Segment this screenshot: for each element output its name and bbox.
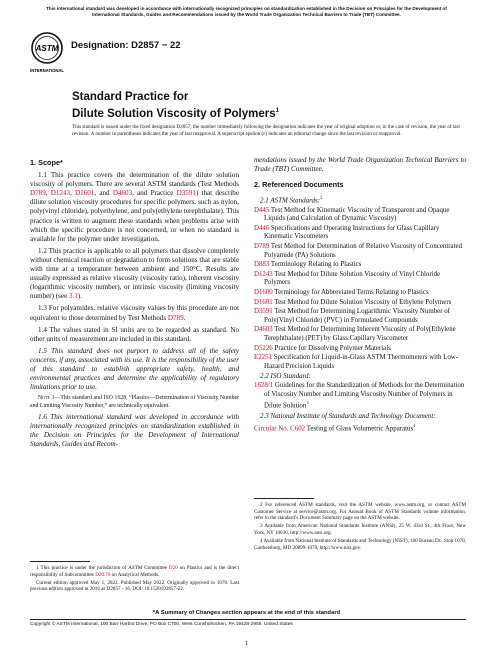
scope-heading: 1. Scope* xyxy=(30,158,63,167)
reference-item xyxy=(254,326,466,343)
page-number: 1 xyxy=(244,640,249,647)
footnote-mark: 4 xyxy=(413,423,416,429)
right-column xyxy=(254,156,466,435)
link-d20-70[interactable]: D20.70 xyxy=(95,571,111,578)
iso-ref xyxy=(254,382,466,411)
link-d1243[interactable]: D1243 xyxy=(50,189,71,198)
text: ). xyxy=(77,292,83,301)
reference-item xyxy=(254,243,466,260)
para-1-3 xyxy=(30,304,239,322)
reference-item xyxy=(254,207,466,224)
page-title xyxy=(72,90,452,121)
reference-item xyxy=(254,299,466,308)
reference-title: Test Method for Kinematic Viscosity of Transparent and Opaque Liquids (and Calculation of Dynamic Viscosity) xyxy=(264,206,450,223)
note-text: —This standard and ISO 1628, “Plastics—Determination of Viscosity Number and Limiting Viscosity Number,” are technically equivalent. xyxy=(30,395,239,409)
text: . xyxy=(183,313,186,322)
text: , and Practice xyxy=(132,189,177,198)
top-notice: This international standard was developed in accordance with internationally recognized principles on standardization established in the Decision on Principles for the Development of International Standards, Guides and Recommendations issued by the World Trade Organization Technical Barriers to Trade (TBT) Committee. xyxy=(46,6,447,17)
link-d20[interactable]: D20 xyxy=(168,565,178,571)
title-main: Dilute Solution Viscosity of Polymers xyxy=(72,107,276,120)
reference-title: Test Method for Determination of Relative Viscosity of Concentrated Polyamide (PA) Solutions xyxy=(264,242,463,259)
reference-item xyxy=(254,354,466,371)
iso-label xyxy=(254,372,466,381)
text: , xyxy=(45,189,51,198)
reference-title: Practice for Dissolving Polymer Materials xyxy=(272,344,391,352)
link-d789-2[interactable]: D789 xyxy=(167,313,184,322)
para-1-4: 1.4 The values stated in SI units are to be regarded as standard. No other units of measurement are included in this standard. xyxy=(30,325,239,343)
text: 1 This practice is under the jurisdiction of ASTM Committee xyxy=(36,565,169,571)
reference-code-link[interactable]: D446 xyxy=(254,224,270,232)
footnotes-left xyxy=(30,565,239,594)
reference-title: Specifications and Operating Instructions for Glass Capillary Kinematic Viscometers xyxy=(264,224,440,241)
reference-code-link[interactable]: D1600 xyxy=(254,288,273,296)
reference-title: Test Method for Determining Logarithmic Viscosity Number of Poly(Vinyl Chloride) (PVC) in Formulated Compounds xyxy=(264,308,450,324)
reference-item xyxy=(254,308,466,325)
reference-item xyxy=(254,225,466,242)
astm-logo-icon xyxy=(30,30,64,80)
link-d1601[interactable]: D1601 xyxy=(75,189,95,198)
reference-title: Test Method for Determining Inherent Viscosity of Poly(Ethylene Terephthalate) (PET) by Glass Capillary Viscometer xyxy=(264,326,456,342)
reference-code-link[interactable]: D789 xyxy=(254,242,270,250)
nist-label xyxy=(254,412,466,421)
reference-title: Test Method for Dilute Solution Viscosity of Ethylene Polymers xyxy=(272,298,452,306)
text: 2.3 National Institute of Standards and Technology Document: xyxy=(260,412,436,421)
link-section-3-1[interactable]: 3.1 xyxy=(69,292,78,301)
reference-title: Terminology for Abbreviated Terms Relating to Plastics xyxy=(272,288,429,296)
text: 2.2 ISO Standard: xyxy=(260,372,311,381)
title-line-2 xyxy=(72,104,452,121)
link-c602[interactable]: Circular No. C602 xyxy=(254,425,306,433)
reference-item xyxy=(254,345,466,354)
link-d789[interactable]: D789 xyxy=(30,189,46,198)
astm-standards-label xyxy=(254,193,466,205)
issued-note: This standard is issued under the fixed designation D2857; the number immediately following the designation indicates the year of original adoption or, in the case of revision, the year of last revision. A number in parentheses indicates the year of last reapproval. A superscript epsilon (ε) indicates an editorial change since the last revision or reapproval. xyxy=(72,124,460,137)
footnote-2: 2 For referenced ASTM standards, visit the ASTM website, www.astm.org, or contact ASTM Customer Service at service@astm.org. For Annual Book of ASTM Standards volume information, refer to the standard’s Document Summary page on the ASTM website. xyxy=(254,502,466,522)
reference-code-link[interactable]: D3591 xyxy=(254,308,273,316)
reference-list xyxy=(254,207,466,372)
left-column xyxy=(30,156,239,452)
text: Guidelines for the Standardization of Methods for the Determination of Viscosity Number and Limiting Viscosity Number of Polymers in Dilute Solution xyxy=(264,382,465,410)
footer-rule xyxy=(30,619,466,620)
reference-item xyxy=(254,271,466,288)
refs-heading: 2. Referenced Documents xyxy=(254,180,344,190)
reference-title: Specification for Liquid-in-Glass ASTM Thermometers with Low-Hazard Precision Liquids xyxy=(264,354,459,370)
text: , xyxy=(70,189,76,198)
para-1-2 xyxy=(30,247,239,302)
footnote-1-edition: Current edition approved May 1, 2022. Published May 2022. Originally approved in 1970. Last previous edition approved in 2016 as D2857 - 16. DOI: 10.1520/D2857-22. xyxy=(30,579,239,593)
note-label: Note 1 xyxy=(38,395,55,402)
reference-code-link[interactable]: E2251 xyxy=(254,354,272,362)
reference-code-link[interactable]: D1601 xyxy=(254,298,273,306)
summary-of-changes: *A Summary of Changes section appears at the end of this standard xyxy=(152,610,341,616)
para-1-5: 1.5 This standard does not purport to address all of the safety concerns, if any, associated with its use. It is the responsibility of the user of this standard to establish appropriate safety, health, and environmental practices and determine the applicability of regulatory limitations prior to use. xyxy=(30,346,239,392)
reference-code-link[interactable]: D445 xyxy=(254,206,270,214)
text: 2.1 ASTM Standards: xyxy=(260,196,321,205)
text: 1.3 For polyamides, relative viscosity values by this procedure are not equivalent to those determined by Test Methods xyxy=(30,304,239,322)
reference-title: Terminology Relating to Plastics xyxy=(269,261,362,269)
text: 1.1 This practice covers the determination of the dilute solution viscosity of polymers. There are several ASTM standards (Test Methods xyxy=(30,171,239,189)
footnotes-right xyxy=(254,502,466,553)
reference-code-link[interactable]: D5226 xyxy=(254,344,273,352)
text: Testing of Glass Volumetric Apparatus xyxy=(305,425,414,433)
text: 1.2 This practice is applicable to all polymers that dissolve completely without chemical reaction or degradation to form solutions that are stable with time at a temperature between ambient and 150°C. Results are usually expressed as relative viscosity (viscosity ratio), inherent viscosity (logarithmic viscosity number), or intrinsic viscosity (limiting viscosity number) (see xyxy=(30,246,239,301)
text: , and xyxy=(94,189,113,198)
copyright: Copyright © ASTM International, 100 Barr Harbor Drive, PO Box C700, West Conshohocken, PA 19428-2959. United States xyxy=(30,622,293,627)
footnote-rule-left xyxy=(30,561,90,562)
footnote-rule-right xyxy=(254,498,314,499)
designation: Designation: D2857 − 22 xyxy=(71,40,181,51)
text: ) that describe dilute solution viscosity procedures for specific polymers, such as nylon, poly(vinyl chloride), polyethylene, and poly(ethylene terephthalate). This practice is written to augment these standards when problems arise with which the specific procedure is not concerned, or when no standard is available for the polymer under investigation. xyxy=(30,189,239,243)
para-1-6-cont: mendations issued by the World Trade Organization Technical Barriers to Trade (TBT) Committee. xyxy=(254,156,466,174)
note-1 xyxy=(30,395,239,410)
svg-text:ASTM: ASTM xyxy=(35,44,59,53)
para-1-1 xyxy=(30,171,239,244)
reference-item xyxy=(254,261,466,270)
footnote-1 xyxy=(30,565,239,578)
text: on Analytical Methods. xyxy=(110,571,160,578)
footnote-mark: 2 xyxy=(320,195,323,201)
logo-text: INTERNATIONAL xyxy=(30,68,64,73)
title-footnote-mark: 1 xyxy=(275,108,279,114)
reference-code-link[interactable]: D4603 xyxy=(254,326,273,334)
footnote-mark: 3 xyxy=(306,400,309,406)
nist-ref xyxy=(254,422,466,434)
reference-item xyxy=(254,289,466,298)
link-d4603[interactable]: D4603 xyxy=(112,189,133,198)
link-d3591[interactable]: D3591 xyxy=(176,189,196,198)
para-1-6: 1.6 This international standard was developed in accordance with internationally recognized principles on standardization established in the Decision on Principles for the Development of International Standards, Guides and Recom- xyxy=(30,413,239,449)
reference-code-link[interactable]: D883 xyxy=(254,261,270,269)
footnote-4: 4 Available from National Institute of Standards and Technology (NIST), 100 Bureau Dr., Stop 1070, Gaithersburg, MD 20899-1070, http://www.nist.gov. xyxy=(254,537,466,551)
reference-code-link[interactable]: D1243 xyxy=(254,270,273,278)
reference-title: Test Method for Dilute Solution Viscosity of Vinyl Chloride Polymers xyxy=(264,270,441,287)
text: on Plastics and is the direct responsibility of Subcommittee xyxy=(30,565,239,578)
link-iso-1628[interactable]: 1628/1 xyxy=(254,382,274,390)
title-line-1: Standard Practice for xyxy=(72,91,189,103)
footnote-3: 3 Available from American National Standards Institute (ANSI), 25 W. 43rd St., 4th Floor, New York, NY 10036, http://www.ansi.org. xyxy=(254,523,466,536)
